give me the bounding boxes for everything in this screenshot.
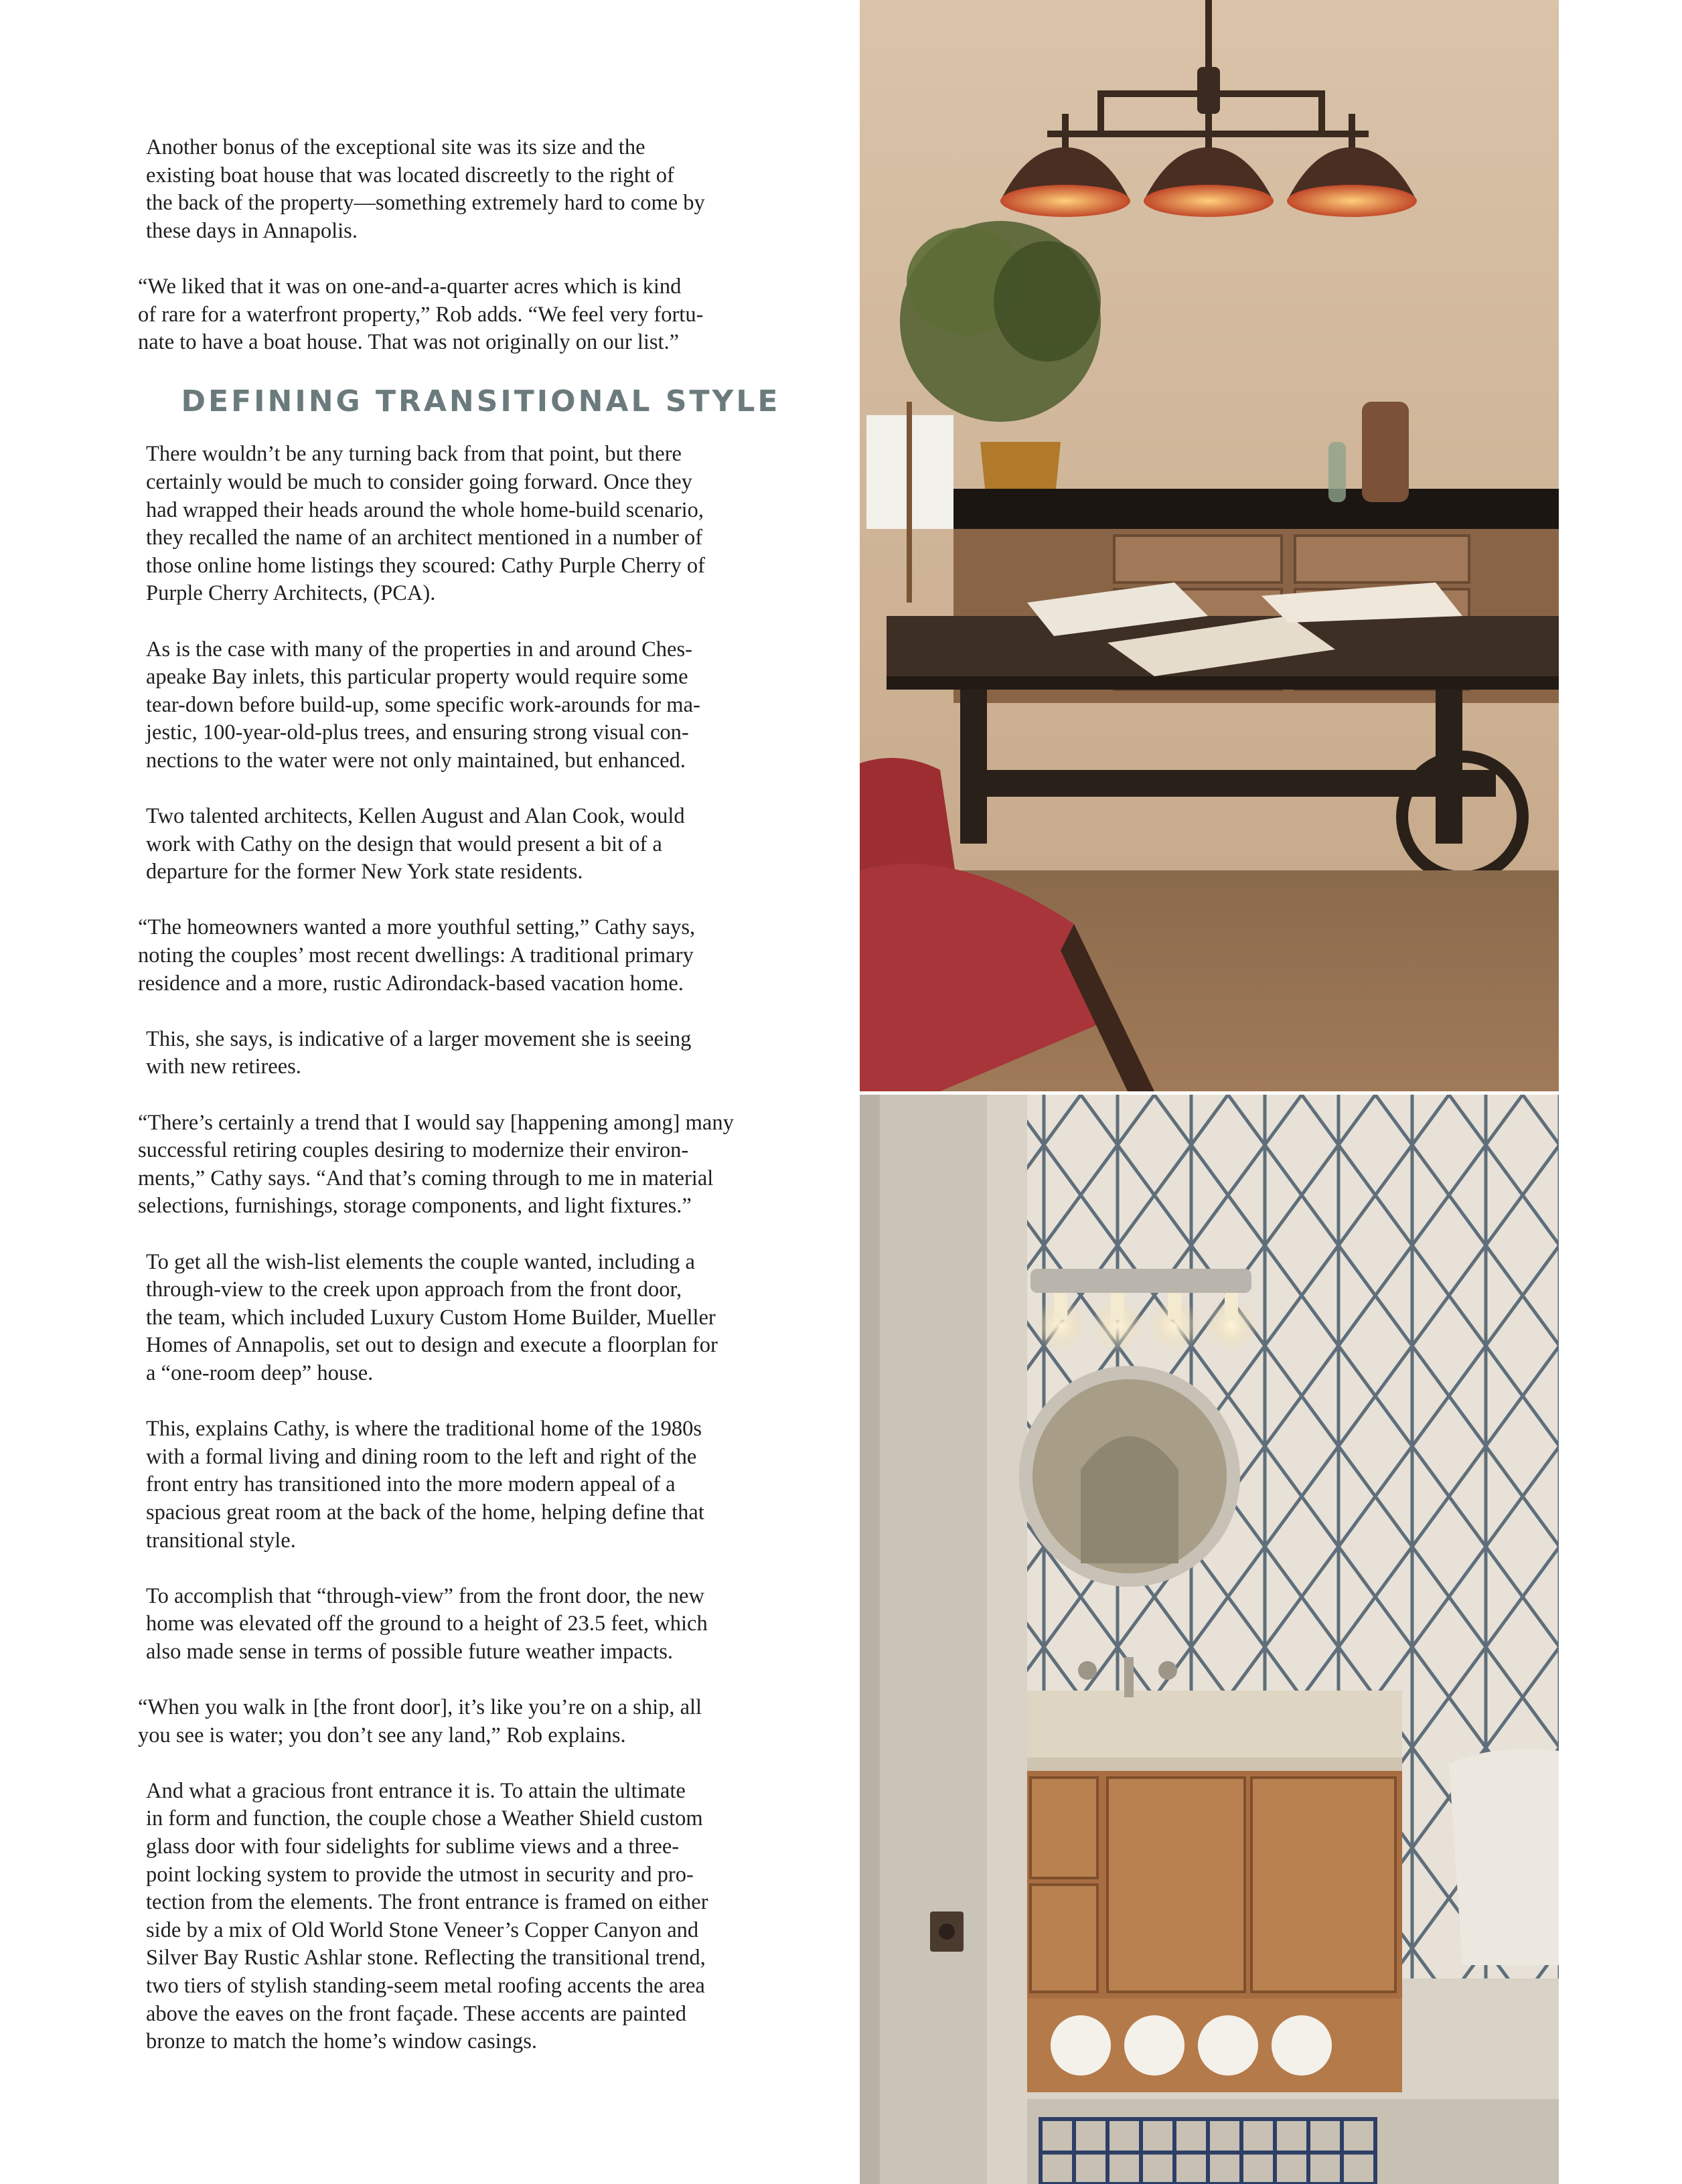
paragraph: Two talented architects, Kellen August and Alan Cook, would work with Cathy on the design that would present a bit of a departure for the former New York state residents. [146,804,685,884]
paragraph: “When you walk in [the front door], it’s like you’re on a ship, all you see is water; you don’t see any land,” Rob explains. [138,1695,702,1747]
paragraph: “The homeowners wanted a more youthful setting,” Cathy says, noting the couples’ most recent dwellings: A traditional primary residence and a more, rustic Adirondack-based vacation home. [138,915,696,996]
paragraph: “We liked that it was on one-and-a-quarter acres which is kind of rare for a waterfront property,” Rob adds. “We feel very fortu- nate to have a boat house. That was not originally on our list.” [138,274,704,355]
paragraph: “There’s certainly a trend that I would say [happening among] many successful retiring couples desiring to modernize their environ- ments,” Cathy says. “And that’s coming through to me in material selections, furnishings, storage components, and light fixtures.” [138,1110,734,1219]
article-column [138,134,802,2084]
paragraph: Another bonus of the exceptional site was its size and the existing boat house that was located discreetly to the right of the back of the property—something extremely hard to come by these days in Annapolis. [146,135,705,243]
paragraph: As is the case with many of the properties in and around Ches- apeake Bay inlets, this particular property would require some tear-down before build-up, some specific work-arounds for ma- jestic, 100-year-old-plus trees, and ensuring strong visual con- nections to the water were not only maintained, but enhanced. [146,637,700,773]
section-heading: DEFINING TRANSITIONAL STYLE [181,384,781,419]
paragraph: There wouldn’t be any turning back from that point, but there certainly would be much to consider going forward. Once they had wrapped their heads around the whole home-build scenario, they recalled the name of an architect mentioned in a number of those online home listings they scoured: Cathy Purple Cherry of Purple Cherry Architects, (PCA). [146,442,705,606]
paragraph: To accomplish that “through-view” from the front door, the new home was elevated off the ground to a height of 23.5 feet, which also made sense in terms of possible future weather impacts. [146,1583,708,1664]
page-margin [1559,0,1682,2184]
studio-room-photo [860,0,1559,1091]
paragraph: And what a gracious front entrance it is. To attain the ultimate in form and function, the couple chose a Weather Shield custom glass door with four sidelights for sublime views and a three- point locking system to provide the utmost in security and pro- tection from the elements. The front entrance is framed on either side by a mix of Old World Stone Veneer’s Copper Canyon and Silver Bay Rustic Ashlar stone. Reflecting the transitional trend, two tiers of stylish standing-seem metal roofing accents the area above the eaves on the front façade. These accents are painted bronze to match the home’s window casings. [146,1778,708,2054]
paragraph: To get all the wish-list elements the couple wanted, including a through-view to the creek upon approach from the front door, the team, which included Luxury Custom Home Builder, Mueller Homes of Annapolis, set out to design and execute a floorplan for a “one-room deep” house. [146,1249,718,1385]
paragraph: This, explains Cathy, is where the traditional home of the 1980s with a formal living and dining room to the left and right of the front entry has transitioned into the more modern appeal of a spacious great room at the back of the home, helping define that transitional style. [146,1417,704,1553]
bathroom-vanity-photo [860,1095,1559,2184]
paragraph: This, she says, is indicative of a larger movement she is seeing with new retirees. [146,1026,692,1079]
